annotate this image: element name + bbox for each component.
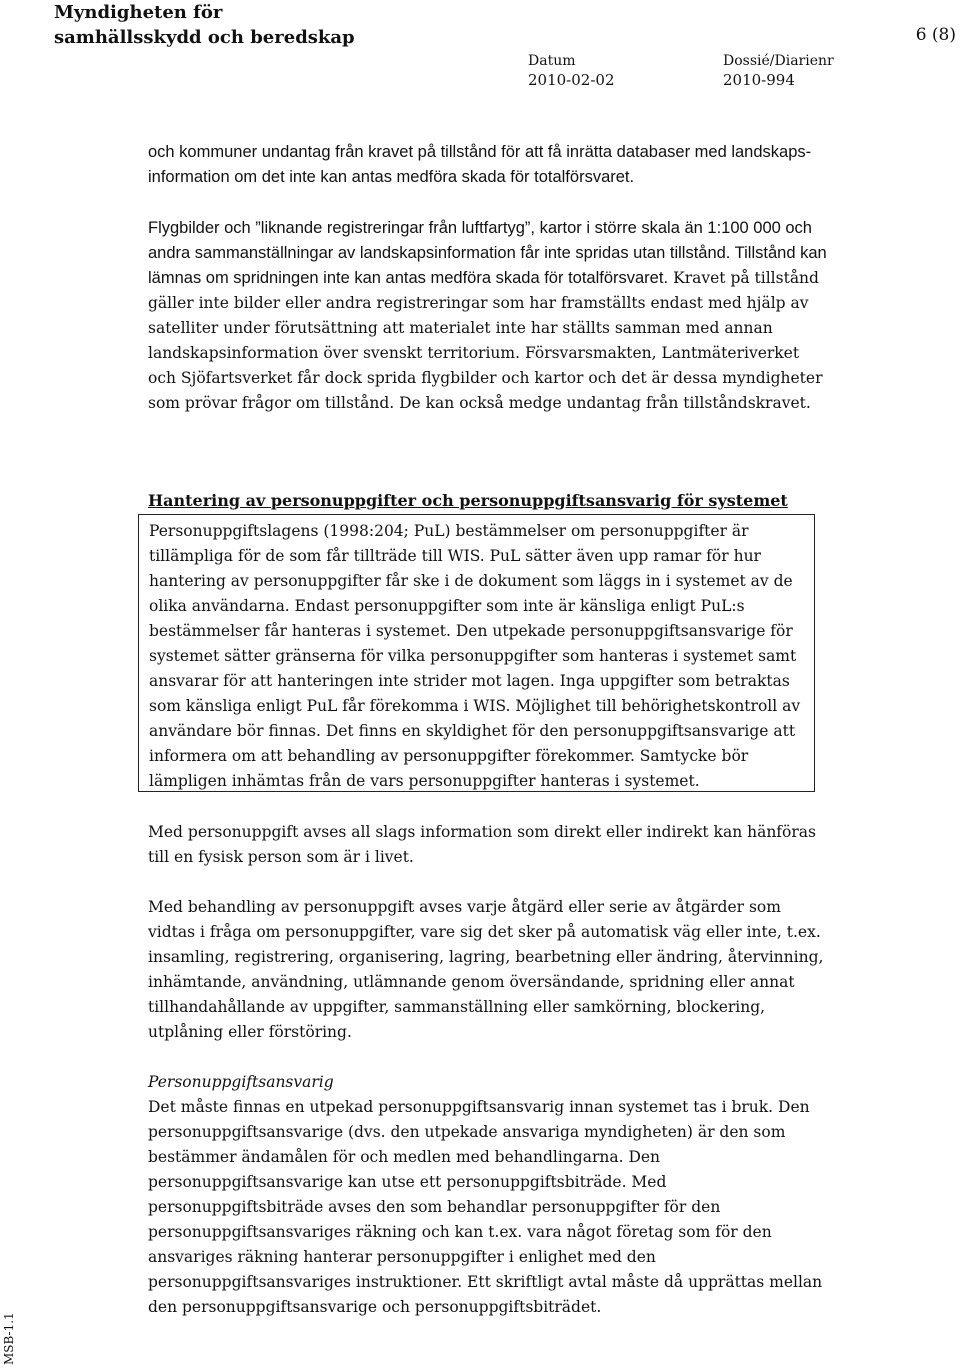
highlighted-box (138, 514, 815, 792)
paragraph-aerial-photos (148, 216, 828, 416)
aerial-photos-text-a: Flygbilder och ”liknande registreringar från luftfartyg”, kartor i större skala än 1:100 000 och andra sammanställningar av landskapsinformation får inte spridas utan tillstånd. Tillstånd kan lämnas om spridningen inte kan antas medföra skada för totalförsvaret. (148, 219, 827, 287)
organization-name-line2: samhällsskydd och beredskap (54, 27, 355, 48)
paragraph-database-exemption: och kommuner undantag från kravet på tillstånd för att få inrätta databaser med landskaps-information om det inte kan antas medföra skada för totalförsvaret. (148, 143, 812, 186)
aerial-photos-text-b: Kravet på tillstånd gäller inte bilder eller andra registreringar som har framställts endast med hjälp av satelliter under förutsättning att materialet inte har ställts samman med annan landskapsinformation över svenskt territorium. Försvarsmakten, Lantmäteriverket och Sjöfartsverket får dock sprida flygbilder och kartor och det är dessa myndigheter som prövar frågor om tillstånd. De kan också medge undantag från tillståndskravet. (148, 269, 823, 412)
page-number: 6 (8) (915, 25, 956, 45)
template-code: MSB-1.1 (2, 1312, 16, 1365)
boxed-paragraph: Personuppgiftslagens (1998:204; PuL) bestämmelser om personuppgifter är tillämpliga för de som får tillträde till WIS. PuL sätter även upp ramar för hur hantering av personuppgifter får ske i de dokument som läggs in i systemet av de olika användarna. Endast personuppgifter som inte är känsliga enligt PuL:s bestämmelser får hanteras i systemet. Den utpekade personuppgiftsansvarige för systemet sätter gränserna för vilka personuppgifter som hanteras i systemet samt ansvarar för att hanteringen inte strider mot lagen. Inga uppgifter som betraktas som känsliga enligt PuL får förekomma i WIS. Möjlighet till behörighetskontroll av användare bör finnas. Det finns en skyldighet för den personuppgiftsansvarige att informera om att behandling av personuppgifter förekommer. Samtycke bör lämpligen inhämtas från de vars personuppgifter hanteras i systemet. (149, 522, 801, 790)
organization-name-line1: Myndigheten för (54, 2, 223, 23)
date-value: 2010-02-02 (528, 71, 615, 89)
paragraph-processing-definition: Med behandling av personuppgift avses varje åtgärd eller serie av åtgärder som vidtas i fråga om personuppgifter, vare sig det sker på automatisk väg eller inte, t.ex. insamling, registrering, organisering, lagring, bearbetning eller ändring, återvinning, inhämtande, användning, utlämnande genom översändande, spridning eller annat tillhandahållande av uppgifter, sammanställning eller samkörning, blockering, utplåning eller förstöring. (148, 898, 824, 1041)
paragraph-personal-data-definition: Med personuppgift avses all slags information som direkt eller indirekt kan hänföras till en fysisk person som är i livet. (148, 823, 816, 866)
dossier-label: Dossié/Diarienr (723, 53, 834, 69)
date-label: Datum (528, 53, 576, 69)
subheading-controller: Personuppgiftsansvarig (148, 1073, 334, 1091)
paragraph-controller: Det måste finnas en utpekad personuppgiftsansvarig innan systemet tas i bruk. Den personuppgiftsansvarige (dvs. den utpekade ansvariga myndigheten) är den som bestämmer ändamålen för och medlen med behandlingarna. Den personuppgiftsansvarige kan utse ett personuppgiftsbiträde. Med personuppgiftsbiträde avses den som behandlar personuppgifter för den personuppgiftsansvariges räkning och kan t.ex. vara något företag som för den ansvariges räkning hanterar personuppgifter i enlighet med den personuppgiftsansvariges instruktioner. Ett skriftligt avtal måste då upprättas mellan den personuppgiftsansvarige och personuppgiftsbiträdet. (148, 1098, 823, 1316)
section-heading: Hantering av personuppgifter och personuppgiftsansvarig för systemet (148, 491, 788, 510)
dossier-value: 2010-994 (723, 71, 795, 89)
organization-name (54, 0, 355, 50)
